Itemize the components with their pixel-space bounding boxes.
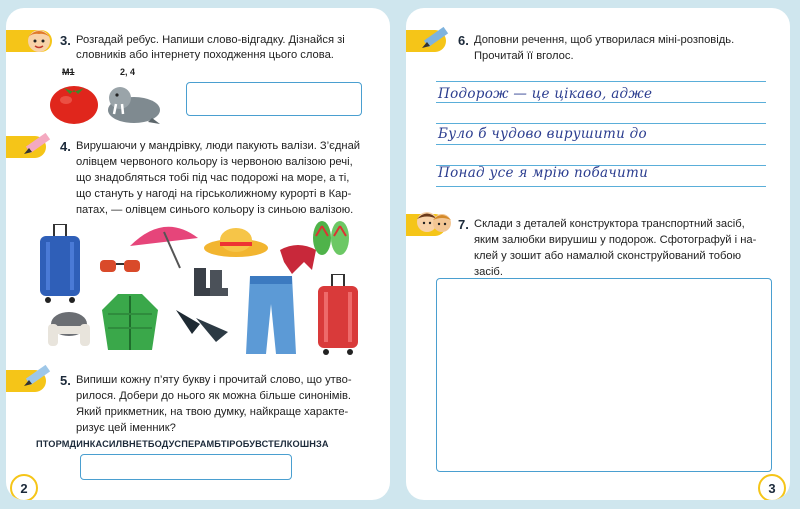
- task7-drawing-box[interactable]: [436, 278, 772, 472]
- task4-text-line5: патах, — олівцем синього кольору із синьою валізою.: [76, 204, 354, 216]
- sunglasses-icon[interactable]: [98, 254, 142, 276]
- task5-text-line4: ризує цей іменник?: [76, 422, 176, 434]
- sentence-starter-2: Було б чудово вирушити до: [438, 126, 647, 142]
- task7-text-line1: Склади з деталей конструктора транспортний засіб,: [474, 218, 745, 230]
- task4-text-line1: Вирушаючи у мандрівку, люди пакують валізи. З’єднай: [76, 140, 361, 152]
- green-jacket-icon[interactable]: [100, 290, 160, 354]
- sentence-starter-3: Понад усе я мрію побачити: [438, 165, 649, 181]
- kids-faces-icon: [414, 206, 454, 236]
- pencil-icon: [20, 360, 56, 390]
- task4-text-line3: що знадобляться тобі під час подорожі на море, а ті,: [76, 172, 350, 184]
- task4-text-line4: що стануть у нагоді на гірськолижному курорті в Кар-: [76, 188, 352, 200]
- blue-suitcase-icon[interactable]: [36, 224, 84, 304]
- task3-answer-box[interactable]: [186, 82, 362, 116]
- sun-hat-icon[interactable]: [202, 222, 270, 260]
- page-number-left: 2: [10, 474, 38, 500]
- page-number-right: 3: [758, 474, 786, 500]
- task3-number: 3.: [60, 33, 71, 48]
- task5-text-line3: Який прикметник, на твою думку, найкраще характе-: [76, 406, 349, 418]
- rebus-left-label: М1: [62, 67, 75, 77]
- red-suitcase-icon[interactable]: [314, 274, 362, 356]
- pencil-icon: [20, 128, 56, 158]
- task6-text-line1: Доповни речення, щоб утворилася міні-розповідь.: [474, 34, 735, 46]
- boots-icon[interactable]: [190, 266, 232, 300]
- task7-text-line2: яким залюбки вирушиш у подорож. Сфотографуй і на-: [474, 234, 757, 246]
- task5-answer-box[interactable]: [80, 454, 292, 480]
- writing-line: [436, 144, 766, 145]
- writing-line: [436, 102, 766, 103]
- walrus-icon: [104, 80, 162, 126]
- task3-text-line1: Розгадай ребус. Напиши слово-відгадку. Дізнайся зі: [76, 34, 345, 46]
- task4-text-line2: олівцем червоного кольору із червоною валізою речі,: [76, 156, 353, 168]
- ski-pants-icon[interactable]: [242, 272, 300, 358]
- writing-line: [436, 123, 766, 124]
- task7-text-line4: засіб.: [474, 266, 503, 278]
- sentence-starter-1: Подорож — це цікаво, адже: [438, 86, 653, 102]
- task3-text-line2: словників або інтернету походження цього слова.: [76, 49, 334, 61]
- pencil-icon: [418, 22, 454, 52]
- kid-face-icon: [24, 25, 54, 55]
- tomato-icon: [48, 78, 100, 126]
- task4-number: 4.: [60, 139, 71, 154]
- task6-number: 6.: [458, 33, 469, 48]
- task7-text-line3: клей у зошит або намалюй сконструйований тобою: [474, 250, 742, 262]
- task7-number: 7.: [458, 217, 469, 232]
- task6-text-line2: Прочитай її вголос.: [474, 50, 574, 62]
- writing-line: [436, 81, 766, 82]
- task5-letter-string: ПТОРМДИНКАСИЛВНЕТБОДУСПЕРАМБТІРОБУВСТЕЛКОШНЗА: [36, 439, 329, 449]
- task5-text-line1: Випиши кожну п’яту букву і прочитай слово, що утво-: [76, 374, 352, 386]
- scarf-icon[interactable]: [276, 240, 320, 276]
- right-page: [406, 8, 790, 500]
- left-page: [6, 8, 390, 500]
- task5-number: 5.: [60, 373, 71, 388]
- ushanka-hat-icon[interactable]: [44, 308, 94, 352]
- rebus-right-label: 2, 4: [120, 67, 136, 77]
- flippers-icon[interactable]: [172, 304, 232, 344]
- task5-text-line2: рилося. Добери до нього як можна більше синонімів.: [76, 390, 352, 402]
- writing-line: [436, 186, 766, 187]
